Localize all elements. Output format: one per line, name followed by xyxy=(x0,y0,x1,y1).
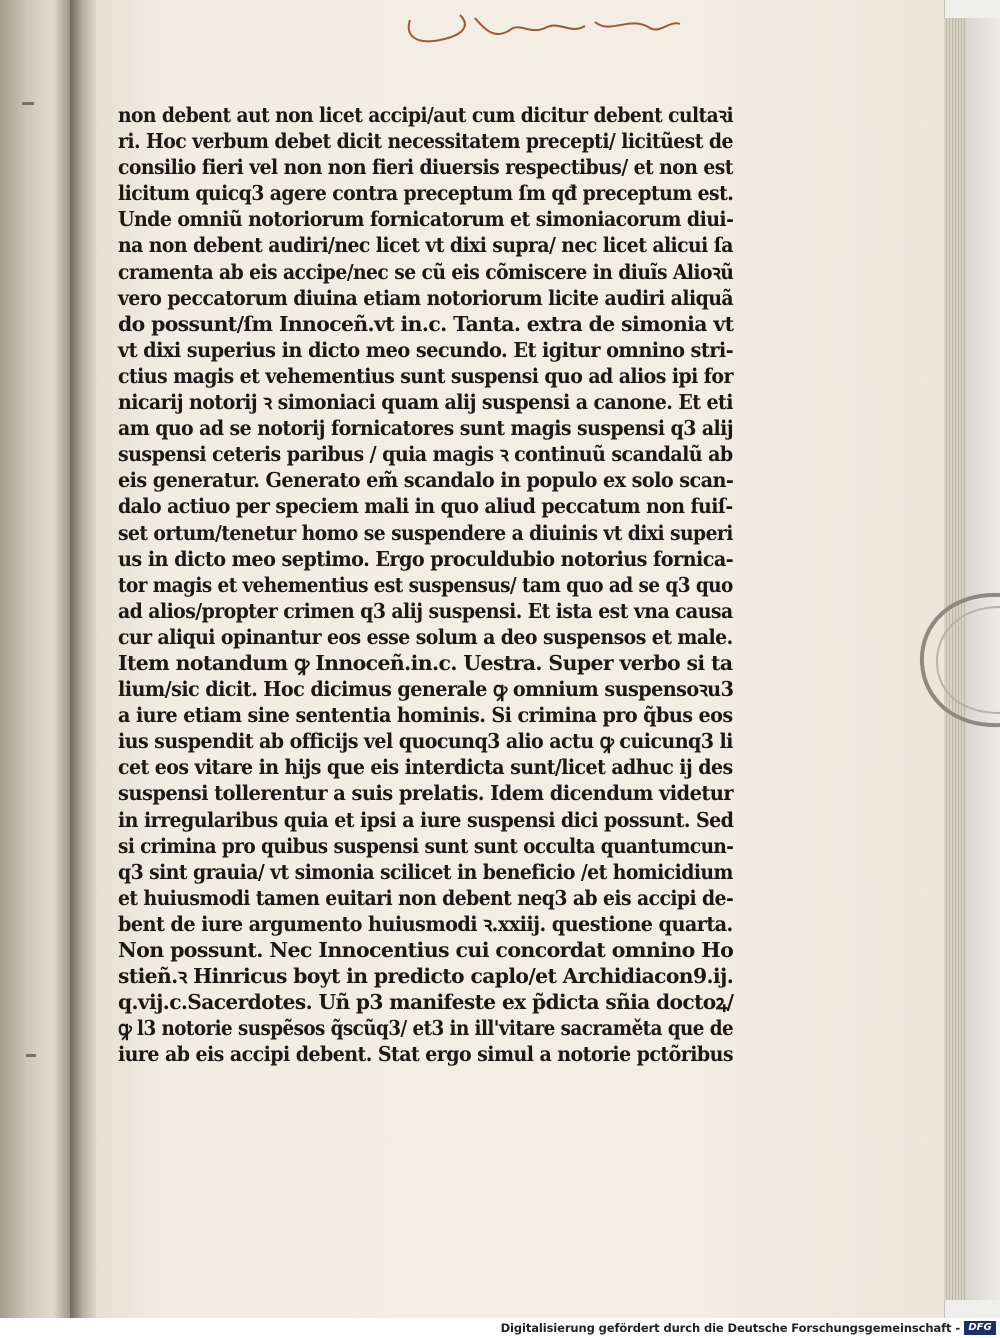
text-line: ctius magis et vehementius sunt suspensi quo ad alios ipi for xyxy=(118,363,733,388)
text-line: a iure etiam sine sententia hominis. Si crimina pro q̃bus eos xyxy=(118,703,733,728)
text-line: q.vij.c.Sacerdotes. Uñ p3 manifeste ex p̃dicta sñia doctoꝝ/ xyxy=(118,990,734,1015)
text-line: vt dixi superius in dicto meo secundo. Et igitur omnino stri- xyxy=(118,337,734,362)
text-line: cur aliqui opinantur eos esse solum a deo suspensos et male. xyxy=(118,624,733,649)
text-line: vero peccatorum diuina etiam notoriorum licite audiri aliquã xyxy=(118,285,734,310)
text-line: cet eos vitare in hijs que eis interdicta sunt/licet adhuc ij des xyxy=(118,755,733,780)
footer-credit-text: Digitalisierung gefördert durch die Deutsche Forschungsgemeinschaft - xyxy=(500,1321,960,1335)
facing-page-edge xyxy=(0,0,70,1318)
text-line: na non debent audiri/nec licet vt dixi supra/ nec licet alicui ſa xyxy=(118,233,733,258)
text-line: eis generatur. Generato em̃ scandalo in populo ex solo scan- xyxy=(118,468,734,493)
text-line: et huiusmodi tamen euitari non debent neq3 ab eis accipi de- xyxy=(118,885,734,910)
text-line: ri. Hoc verbum debet dicit necessitatem precepti/ licitũest de xyxy=(118,129,733,154)
text-line: do possunt/ſm Innoceñ.vt in.c. Tanta. extra de simonia vt xyxy=(118,311,734,336)
text-line: ius suspendit ab officijs vel quocunq3 alio actu ꝙ cuicunq3 li xyxy=(118,729,733,754)
text-line: licitum quicq3 agere contra preceptum ſm qđ preceptum est. xyxy=(118,181,734,206)
text-line: stieñ.ꝛ Hinricus boyt in predicto caplo/et Archidiacon9.ij. xyxy=(118,964,734,989)
text-line: tor magis et vehementius est suspensus/ tam quo ad se q3 quo xyxy=(118,572,733,597)
text-line: in irregularibus quia et ipsi a iure suspensi dici possunt. Sed xyxy=(118,807,734,832)
margin-mark xyxy=(22,102,34,105)
text-line: am quo ad se notorij fornicatores sunt magis suspensi q3 alij xyxy=(118,416,734,441)
text-line: dalo actiuo per speciem mali in quo aliud peccatum non fuiſ- xyxy=(118,494,733,519)
text-line: suspensi tollerentur a suis prelatis. Idem dicendum videtur xyxy=(118,781,734,806)
handwritten-ink-note xyxy=(400,0,690,60)
text-line: Non possunt. Nec Innocentius cui concordat omnino Ho xyxy=(118,938,734,962)
text-line: si crimina pro quibus suspensi sunt sunt occulta quantumcun- xyxy=(118,833,734,858)
text-line: cramenta ab eis accipe/nec se cũ eis cõmiscere in diuĩs Alioꝛũ xyxy=(118,259,734,284)
text-line: consilio fieri vel non non fieri diuersis respectibus/ et non est xyxy=(118,155,733,180)
text-line: iure ab eis accipi debent. Stat ergo simul a notorie pctõribus xyxy=(118,1042,733,1067)
paper-clip xyxy=(910,585,1000,735)
text-line: us in dicto meo septimo. Ergo proculdubio notorius fornica- xyxy=(118,546,734,571)
text-line: nicarij notorij ꝛ simoniaci quam alij suspensi a canone. Et eti xyxy=(118,390,733,415)
text-line: suspensi ceteris paribus / quia magis ꝛ continuũ scandalũ ab xyxy=(118,442,733,467)
text-line: lium/sic dicit. Hoc dicimus generale ꝙ omnium suspensoꝛu3 xyxy=(118,677,734,702)
text-line: Unde omniũ notoriorum fornicatorum et simoniacorum diui- xyxy=(118,207,734,232)
text-line: bent de iure argumento huiusmodi ꝛ.xxiij. questione quarta. xyxy=(118,911,733,936)
text-line: q3 sint grauia/ vt simonia scilicet in beneficio /et homicidium xyxy=(118,859,733,884)
blackletter-text-block xyxy=(118,102,748,1067)
text-line: Item notandum ꝙ Innoceñ.in.c. Uestra. Super verbo si ta xyxy=(118,650,733,675)
text-line: ad alios/propter crimen q3 alij suspensi. Et ista est vna causa xyxy=(118,598,733,623)
text-line: non debent aut non licet accipi/aut cum dicitur debent cultaꝛi xyxy=(118,103,733,127)
text-line: ꝙ l3 notorie suspẽsos q̃scũq3/ et3 in ill'vitare sacraměta que de xyxy=(118,1016,734,1041)
text-line: set ortum/tenetur homo se suspendere a diuinis vt dixi superi xyxy=(118,520,733,545)
dfg-logo: DFG xyxy=(964,1321,996,1335)
margin-mark xyxy=(26,1054,36,1057)
digitization-footer xyxy=(0,1318,1000,1338)
